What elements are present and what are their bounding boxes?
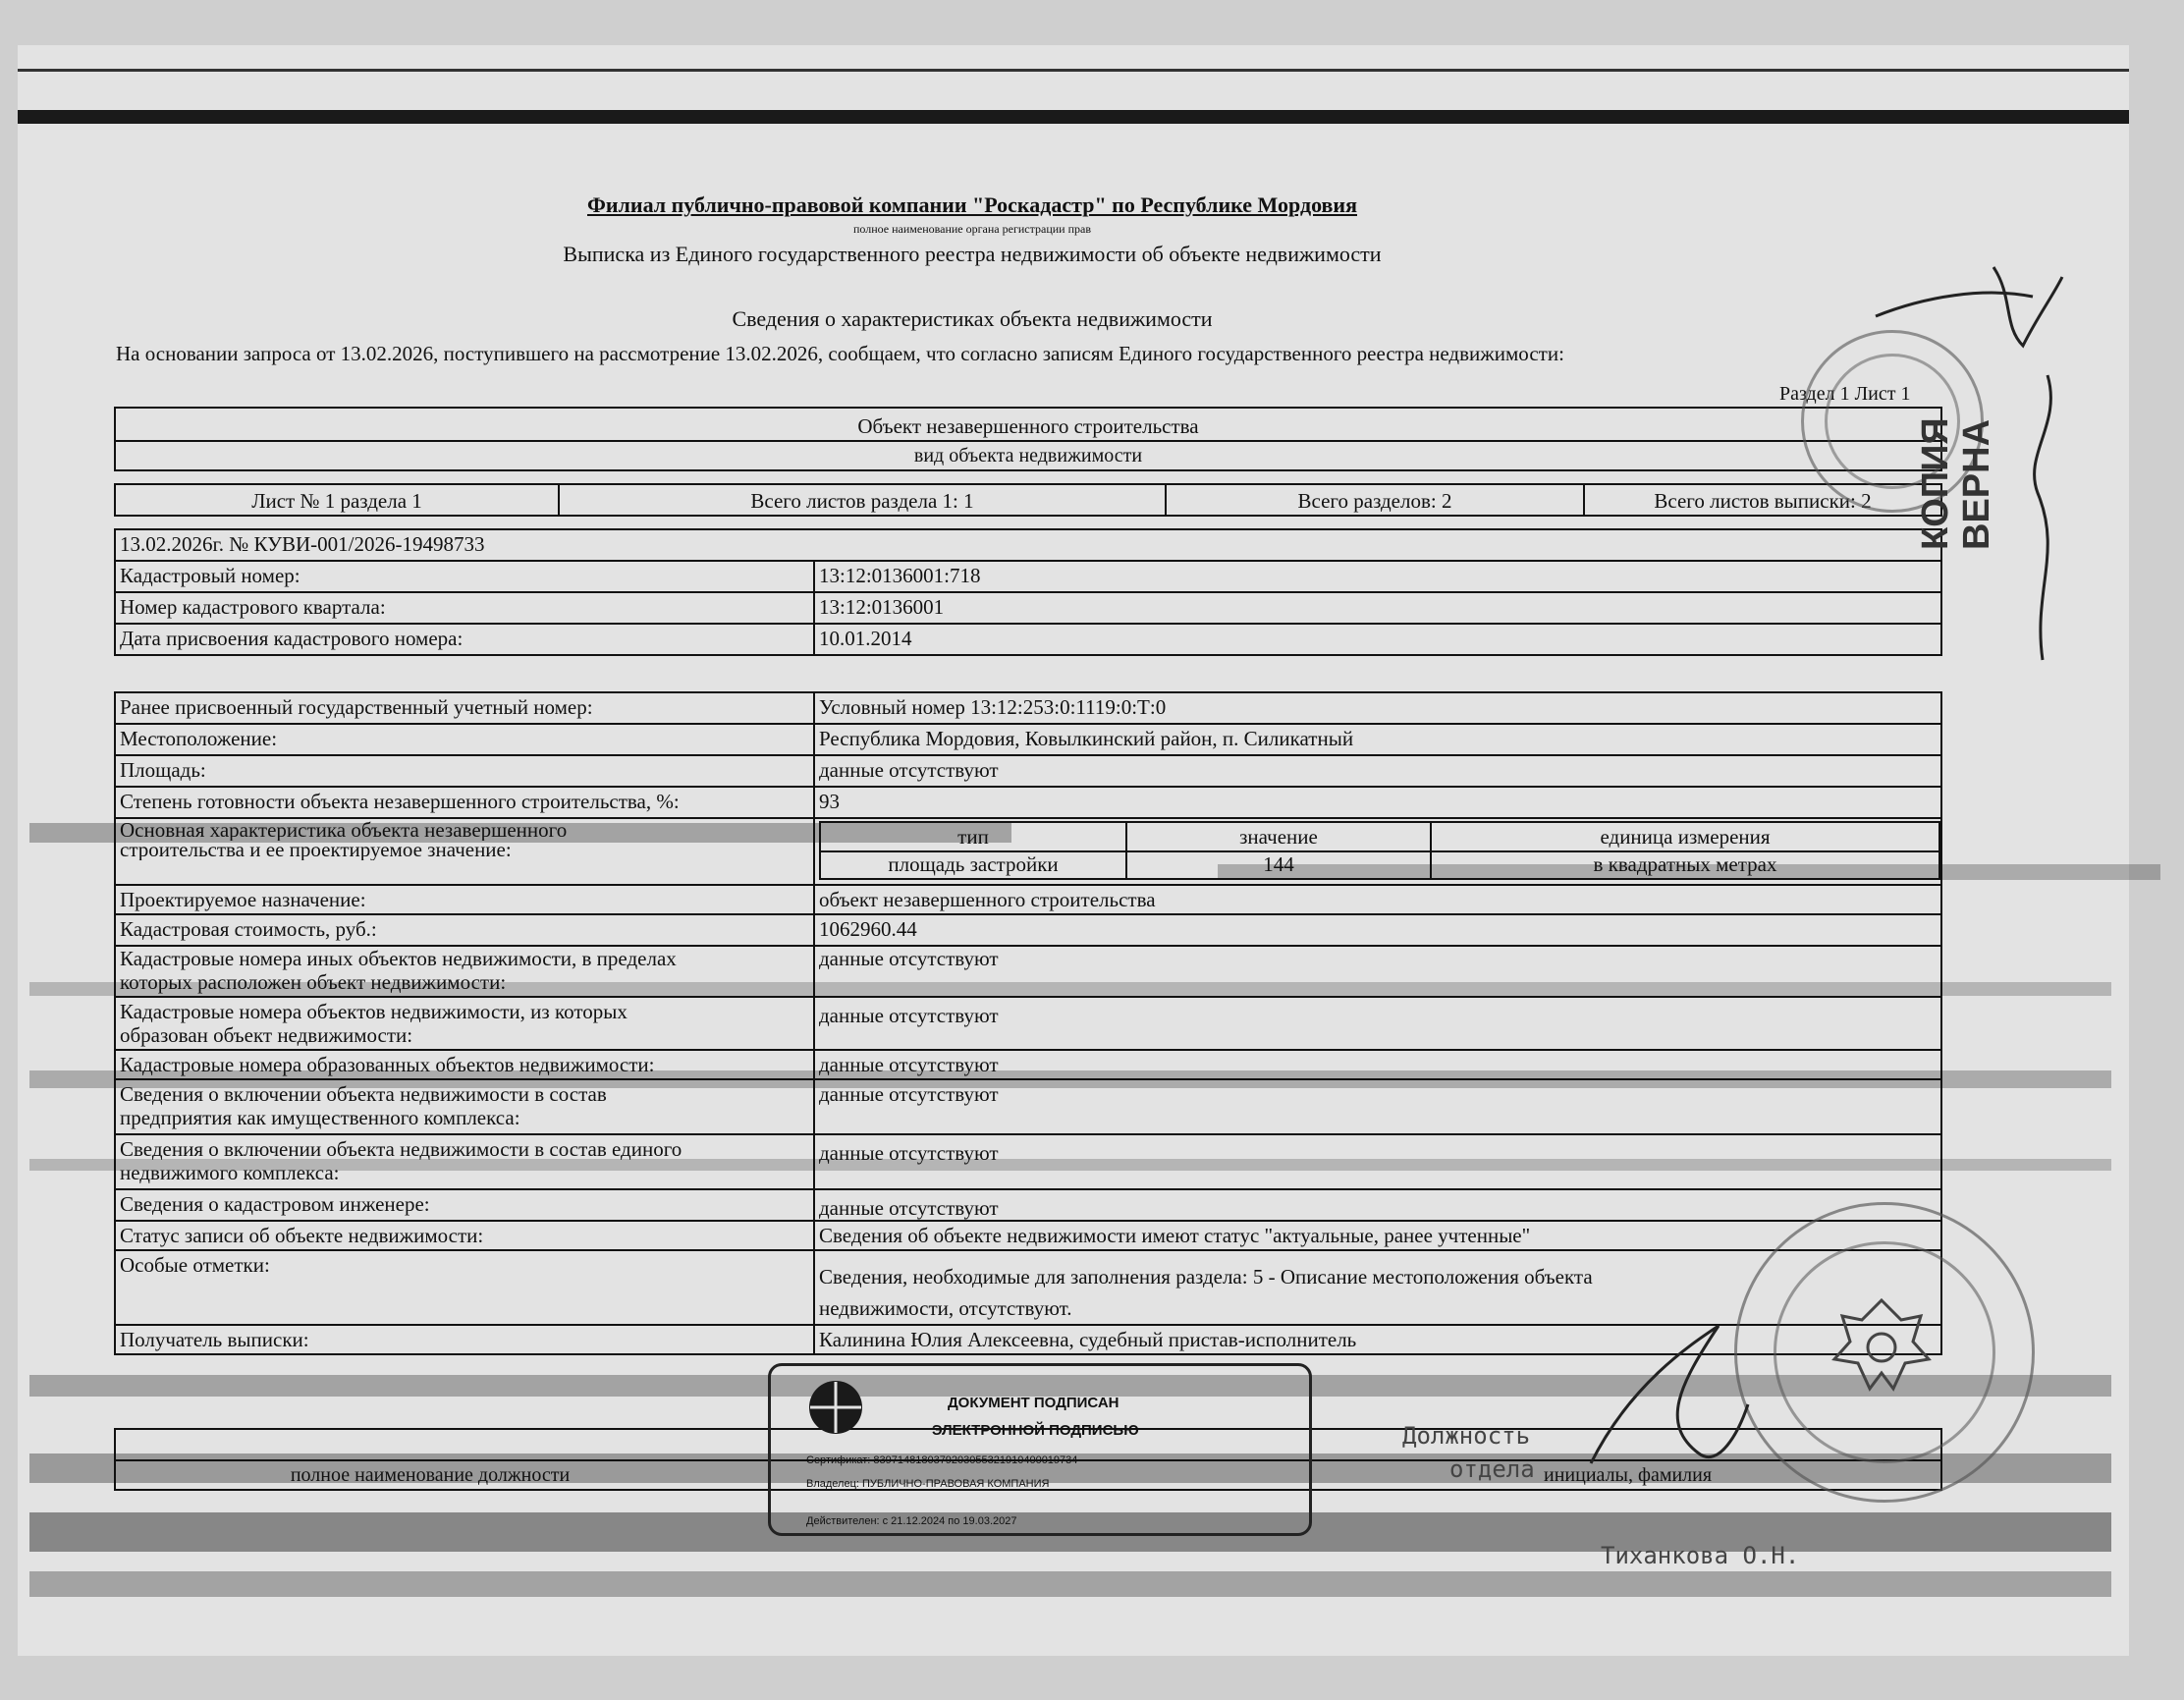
organization-name: Филиал публично-правовой компании "Роскадастр" по Республике Мордовия	[586, 192, 1357, 217]
area-value: данные отсутствуют	[819, 758, 999, 782]
char-value: 144	[1263, 852, 1294, 876]
status-label: Статус записи об объекте недвижимости:	[120, 1224, 484, 1247]
handwritten-note-icon	[1866, 257, 2082, 670]
special-value-1: Сведения, необходимые для заполнения раздела: 5 - Описание местоположения объекта	[819, 1265, 1593, 1289]
formed-objects-label: Кадастровые номера образованных объектов недвижимости:	[120, 1053, 655, 1076]
location-value: Республика Мордовия, Ковылкинский район, п. Силикатный	[819, 727, 1354, 750]
quarter-number-label: Номер кадастрового квартала:	[120, 595, 386, 619]
formed-objects-value: данные отсутствуют	[819, 1053, 999, 1076]
scan-bar	[18, 110, 2129, 124]
formed-from-label-1: Кадастровые номера объектов недвижимости, из которых	[120, 1000, 628, 1023]
sheet-info-box	[114, 483, 1942, 517]
prev-number-value: Условный номер 13:12:253:0:1119:0:Т:0	[819, 695, 1167, 719]
recipient-value: Калинина Юлия Алексеевна, судебный пристав-исполнитель	[819, 1328, 1357, 1351]
char-unit-value: в квадратных метрах	[1593, 852, 1777, 876]
sheets-total: Всего листов выписки: 2	[1654, 489, 1872, 513]
area-label: Площадь:	[120, 758, 206, 782]
signature-emblem-icon	[806, 1378, 865, 1437]
col-unit-header: единица измерения	[1600, 825, 1771, 849]
special-label: Особые отметки:	[120, 1253, 270, 1277]
cadastral-block	[114, 528, 1942, 656]
quarter-number-value: 13:12:0136001	[819, 595, 945, 619]
other-objects-label-1: Кадастровые номера иных объектов недвижимости, в пределах	[120, 947, 677, 970]
formed-from-value: данные отсутствуют	[819, 1004, 999, 1027]
prev-number-label: Ранее присвоенный государственный учетный номер:	[120, 695, 593, 719]
engineer-value: данные отсутствуют	[819, 1196, 999, 1220]
col-value-header: значение	[1239, 825, 1318, 849]
signature-valid: Действителен: с 21.12.2024 по 19.03.2027	[806, 1515, 1017, 1527]
col-type-header: тип	[957, 825, 989, 849]
razdel-label: Раздел 1 Лист 1	[1779, 383, 1911, 405]
purpose-value: объект незавершенного строительства	[819, 888, 1156, 911]
cadastral-number-value: 13:12:0136001:718	[819, 564, 981, 587]
single-complex-label-2: недвижимого комплекса:	[120, 1161, 340, 1184]
other-objects-value: данные отсутствуют	[819, 947, 999, 970]
sheet-number: Лист № 1 раздела 1	[251, 489, 422, 513]
assign-date-label: Дата присвоения кадастрового номера:	[120, 627, 464, 650]
signature-owner: Владелец: ПУБЛИЧНО-ПРАВОВАЯ КОМПАНИЯ	[806, 1478, 1050, 1490]
document-title: Выписка из Единого государственного реестра недвижимости об объекте недвижимости	[563, 242, 1382, 266]
stamp-position: Должность	[1402, 1424, 1531, 1448]
cadastral-number-label: Кадастровый номер:	[120, 564, 300, 587]
engineer-label: Сведения о кадастровом инженере:	[120, 1192, 430, 1216]
section-title: Сведения о характеристиках объекта недвижимости	[732, 306, 1213, 331]
recipient-label: Получатель выписки:	[120, 1328, 309, 1351]
coat-of-arms-icon	[1823, 1290, 1940, 1408]
other-objects-label-2: которых расположен объект недвижимости:	[120, 970, 507, 994]
purpose-label: Проектируемое назначение:	[120, 888, 366, 911]
object-kind-caption: вид объекта недвижимости	[913, 445, 1143, 466]
sheet-total-section: Всего листов раздела 1: 1	[750, 489, 974, 513]
scan-line	[18, 69, 2129, 72]
formed-from-label-2: образован объект недвижимости:	[120, 1023, 413, 1047]
details-table	[114, 691, 1942, 1355]
sections-total: Всего разделов: 2	[1297, 489, 1452, 513]
copy-stamp-line2: ВЕРНА	[1956, 418, 1997, 550]
signature-certificate: Сертификат: 8397148180379203055321910400019734	[806, 1454, 1078, 1466]
cost-value: 1062960.44	[819, 917, 917, 941]
char-type-value: площадь застройки	[888, 852, 1059, 876]
position-caption: полное наименование должности	[290, 1464, 571, 1486]
main-char-label-1: Основная характеристика объекта незавершенного	[120, 819, 568, 841]
request-id: 13.02.2026г. № КУВИ-001/2026-19498733	[120, 532, 485, 556]
main-char-label-2: строительства и ее проектируемое значение:	[120, 839, 512, 860]
enterprise-label-1: Сведения о включении объекта недвижимости в состав	[120, 1082, 607, 1106]
status-value: Сведения об объекте недвижимости имеют статус "актуальные, ранее учтенные"	[819, 1224, 1531, 1247]
signature-title-2: ЭЛЕКТРОННОЙ ПОДПИСЬЮ	[932, 1422, 1139, 1439]
main-char-subtable	[819, 821, 1940, 880]
e-signature-stamp	[768, 1363, 1312, 1536]
basis-text: На основании запроса от 13.02.2026, поступившего на рассмотрение 13.02.2026, сообщаем, что согласно записям Единого государственного реестра недвижимости:	[116, 342, 1564, 365]
copy-stamp-line1: КОПИЯ	[1915, 417, 1956, 550]
organization-caption: полное наименование органа регистрации прав	[852, 222, 1092, 236]
readiness-value: 93	[819, 790, 840, 813]
stamp-name: Тиханкова О.Н.	[1601, 1544, 1800, 1567]
enterprise-label-2: предприятия как имущественного комплекса:	[120, 1106, 520, 1129]
cost-label: Кадастровая стоимость, руб.:	[120, 917, 377, 941]
handwritten-signature-icon	[1571, 1306, 1768, 1503]
special-value-2: недвижимости, отсутствуют.	[819, 1296, 1072, 1320]
object-kind-box	[114, 407, 1942, 471]
single-complex-value: данные отсутствуют	[819, 1141, 999, 1165]
location-label: Местоположение:	[120, 727, 278, 750]
readiness-label: Степень готовности объекта незавершенного строительства, %:	[120, 790, 680, 813]
stamp-department: отдела	[1449, 1457, 1535, 1481]
scan-noise	[29, 1571, 2111, 1597]
signature-title-1: ДОКУМЕНТ ПОДПИСАН	[948, 1395, 1119, 1411]
enterprise-value: данные отсутствуют	[819, 1082, 999, 1106]
object-kind-value: Объект незавершенного строительства	[857, 414, 1199, 438]
assign-date-value: 10.01.2014	[819, 627, 912, 650]
single-complex-label-1: Сведения о включении объекта недвижимости в состав единого	[120, 1137, 682, 1161]
initials-caption: инициалы, фамилия	[1544, 1464, 1713, 1486]
